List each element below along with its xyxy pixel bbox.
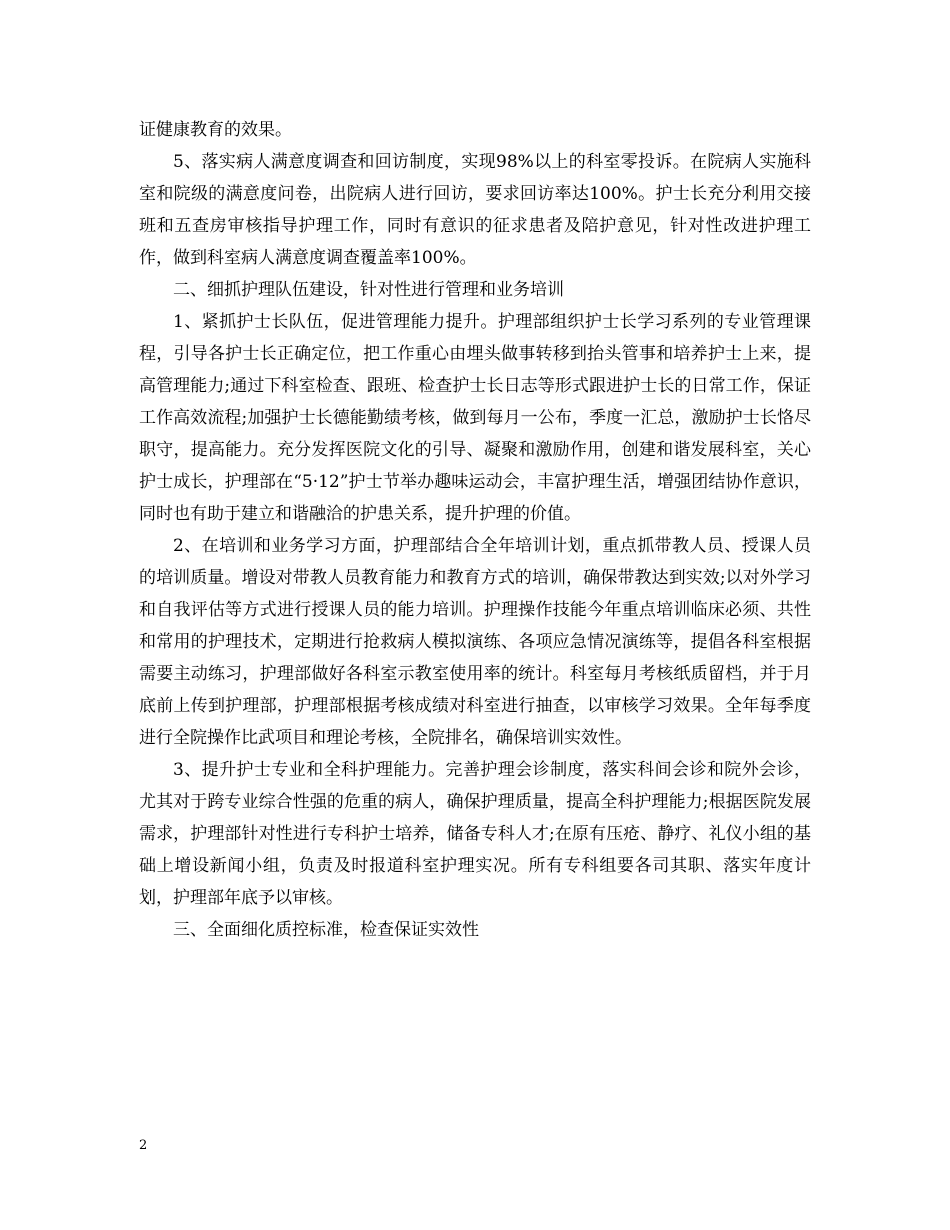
paragraph-continuation: 证健康教育的效果。 [139, 120, 292, 140]
paragraph-item-5: 5、落实病人满意度调查和回访制度，实现98%以上的科室零投诉。在院病人实施科室和院级的满意度问卷，出院病人进行回访，要求回访率达100%。护士长充分利用交接班和五查房审核指导护理工作，同时有意识的征求患者及陪护意见，针对性改进护理工作，做到科室病人满意度调查覆盖率100%。 [139, 152, 811, 268]
section-heading-2: 二、细抓护理队伍建设，针对性进行管理和业务培训 [173, 280, 564, 300]
paragraph-item-2: 2、在培训和业务学习方面，护理部结合全年培训计划，重点抓带教人员、授课人员的培训质量。增设对带教人员教育能力和教育方式的培训，确保带教达到实效;以对外学习和自我评估等方式进行授课人员的能力培训。护理操作技能今年重点培训临床必须、共性和常用的护理技术，定期进行抢救病人模拟演练、各项应急情况演练等，提倡各科室根据需要主动练习，护理部做好各科室示教室使用率的统计。科室每月考核纸质留档，并于月底前上传到护理部，护理部根据考核成绩对科室进行抽查，以审核学习效果。全年每季度进行全院操作比武项目和理论考核，全院排名，确保培训实效性。 [139, 536, 811, 748]
page-number: 2 [139, 1138, 148, 1153]
paragraph-item-3: 3、提升护士专业和全科护理能力。完善护理会诊制度，落实科间会诊和院外会诊，尤其对于跨专业综合性强的危重的病人，确保护理质量，提高全科护理能力;根据医院发展需求，护理部针对性进行专科护士培养，储备专科人才;在原有压疮、静疗、礼仪小组的基础上增设新闻小组，负责及时报道科室护理实况。所有专科组要各司其职、落实年度计划，护理部年底予以审核。 [139, 760, 811, 908]
paragraph-item-1: 1、紧抓护士长队伍，促进管理能力提升。护理部组织护士长学习系列的专业管理课程，引导各护士长正确定位，把工作重心由埋头做事转移到抬头管事和培养护士上来，提高管理能力;通过下科室检查、跟班、检查护士长日志等形式跟进护士长的日常工作，保证工作高效流程;加强护士长德能勤绩考核，做到每月一公布，季度一汇总，激励护士长恪尽职守，提高能力。充分发挥医院文化的引导、凝聚和激励作用，创建和谐发展科室，关心护士成长，护理部在“5·12”护士节举办趣味运动会，丰富护理生活，增强团结协作意识，同时也有助于建立和谐融洽的护患关系，提升护理的价值。 [139, 312, 811, 524]
section-heading-3: 三、全面细化质控标准，检查保证实效性 [173, 920, 479, 940]
body-text [139, 114, 811, 946]
